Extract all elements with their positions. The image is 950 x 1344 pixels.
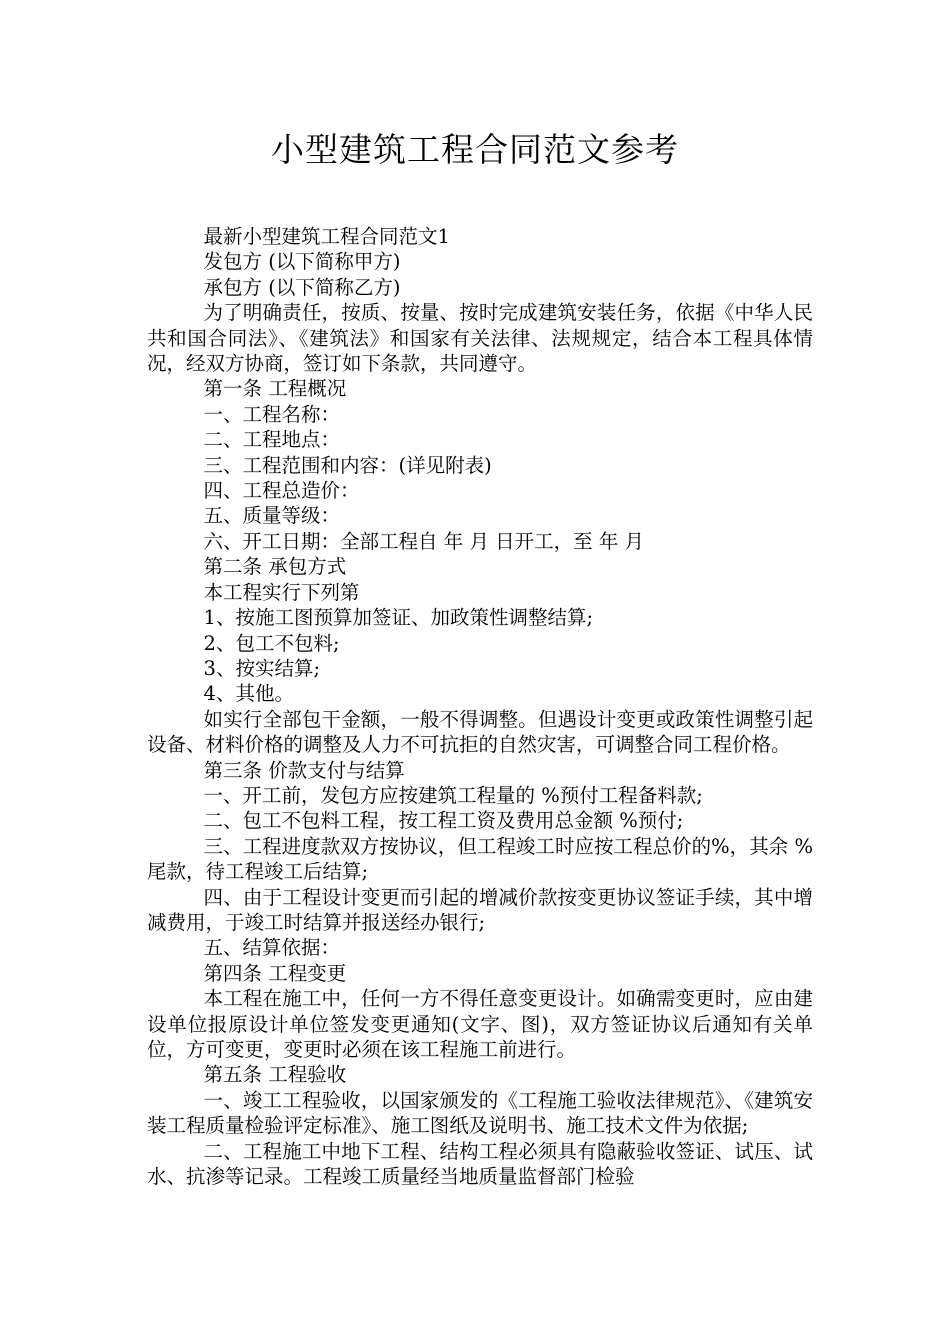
paragraph: 第五条 工程验收 [203,1063,347,1087]
paragraph: 三、工程范围和内容：(详见附表) [203,453,492,477]
paragraph: 第四条 工程变更 [203,961,347,985]
paragraph: 四、工程总造价： [203,479,360,503]
paragraph: 一、竣工工程验收，以国家颁发的《工程施工验收法律规范》、《建筑安装工程质量检验评定标准》、施工图纸及说明书、施工技术文件为依据; [147,1088,813,1138]
document-title: 小型建筑工程合同范文参考 [271,130,679,169]
paragraph: 承包方 (以下简称乙方) [203,275,401,299]
document-body [147,224,813,1189]
paragraph: 五、结算依据： [203,936,341,960]
paragraph: 三、工程进度款双方按协议，但工程竣工时应按工程总价的%，其余 %尾款，待工程竣工后结算; [147,834,813,884]
paragraph: 本工程在施工中，任何一方不得任意变更设计。如确需变更时，应由建设单位报原设计单位签发变更通知(文字、图)，双方签证协议后通知有关单位，方可变更，变更时必须在该工程施工前进行。 [147,987,813,1061]
paragraph: 二、工程地点： [203,428,341,452]
paragraph: 六、开工日期：全部工程自 年 月 日开工，至 年 月 [203,529,645,553]
paragraph: 3、按实结算; [203,656,321,680]
paragraph: 第一条 工程概况 [203,377,347,401]
paragraph: 五、质量等级： [203,504,341,528]
paragraph: 一、开工前，发包方应按建筑工程量的 %预付工程备料款; [203,783,703,807]
paragraph: 二、工程施工中地下工程、结构工程必须具有隐蔽验收签证、试压、试水、抗渗等记录。工程竣工质量经当地质量监督部门检验 [147,1139,813,1189]
paragraph: 二、包工不包料工程，按工程工资及费用总金额 %预付; [203,809,684,833]
paragraph: 四、由于工程设计变更而引起的增减价款按变更协议签证手续，其中增减费用，于竣工时结算并报送经办银行; [147,885,813,934]
paragraph: 1、按施工图预算加签证、加政策性调整结算; [203,606,594,630]
paragraph: 发包方 (以下简称甲方) [203,250,401,274]
paragraph: 本工程实行下列第 [203,580,360,604]
paragraph: 第二条 承包方式 [203,555,347,579]
paragraph: 第三条 价款支付与结算 [203,758,405,782]
paragraph: 如实行全部包干金额，一般不得调整。但遇设计变更或政策性调整引起设备、材料价格的调整及人力不可抗拒的自然灾害，可调整合同工程价格。 [147,707,813,757]
paragraph: 一、工程名称： [203,402,341,426]
paragraph: 最新小型建筑工程合同范文1 [203,225,450,248]
paragraph: 为了明确责任，按质、按量、按时完成建筑安装任务，依据《中华人民共和国合同法》、《建筑法》和国家有关法律、法规规定，结合本工程具体情况，经双方协商，签订如下条款，共同遵守。 [147,301,813,376]
paragraph: 2、包工不包料; [203,631,340,655]
paragraph: 4、其他。 [203,682,294,706]
